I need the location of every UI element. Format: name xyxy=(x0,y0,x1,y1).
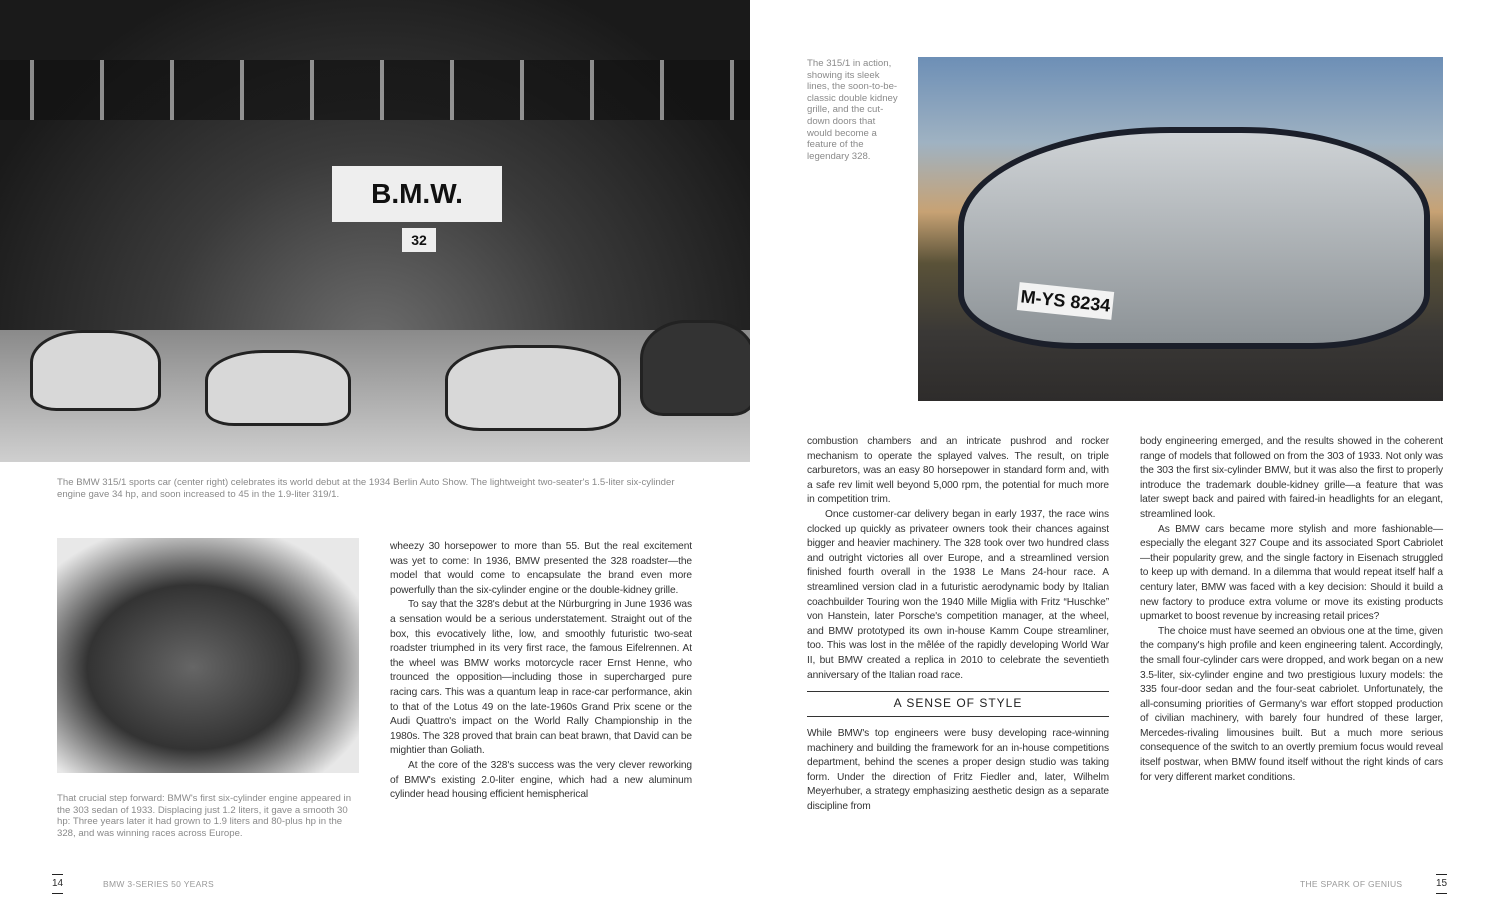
stand-number: 32 xyxy=(402,228,436,252)
car-body xyxy=(958,127,1430,349)
paragraph: wheezy 30 horsepower to more than 55. But the real excitement was yet to come: In 1936, BMW presented the 328 roadster—the model that would come to encapsulate the brand even more powerfully than the six-cylinder engine or the double-kidney grille. xyxy=(390,541,692,596)
text-column-2 xyxy=(807,435,1109,815)
car-shape xyxy=(205,350,351,426)
text-column-3 xyxy=(1140,435,1443,785)
paragraph: Once customer-car delivery began in early 1937, the race wins clocked up quickly as privateer owners took their chances against bigger and heavier machinery. The 328 took over two hundred class and outright victories all over Europe, and a streamlined version finished fourth overall in the 1938 Le Mans 24-hour race. A streamlined version clad in a futuristic aerodynamic body by Italian coachbuilder Touring won the 1940 Mille Miglia with Fritz “Huschke” von Hanstein, later Porsche's competition manager, at the wheel, and BMW prototyped its own in-house Kamm Coupe streamliner, too. This was lost in the mêlée of the rapidly developing World War II, but BMW created a replica in 2010 to celebrate the seventieth anniversary of the Italian road race. xyxy=(807,508,1109,681)
car-action-photo xyxy=(918,57,1443,401)
paragraph: To say that the 328's debut at the Nürburgring in June 1936 was a sensation would be a serious understatement. Straight out of the box, this evocatively lithe, low, and smoothly futuristic two-seat roadster triumphed in its very first race, the famous Eifelrennen. At the wheel was BMW works motorcycle racer Ernst Henne, who trounced the opposition—including those in supercharged pure racing cars. This was a quantum leap in race-car performance, akin to that of the Lotus 49 on the late-1960s Grand Prix scene or the Audi Quattro's impact on the World Rally Championship in the 1980s. The 328 proved that brain can beat brawn, that David can be mightier than Goliath. xyxy=(390,599,692,757)
left-page-number: 14 xyxy=(52,874,63,894)
car-shape xyxy=(30,330,161,411)
paragraph: The choice must have seemed an obvious one at the time, given the company's high profile and keen engineering talent. Accordingly, the small four-cylinder cars were dropped, and work began on a new 3.5-liter, six-cylinder engine and two prestigious luxury models: the 335 four-door sedan and the four-seat cabriolet. Unfortunately, the all-consuming priorities of Germany's war effort stopped production of civilian machinery, with barely four hundred of these larger, Mercedes-rivaling limousines built. But a much more serious consequence of the switch to an overtly premium focus would reveal itself postwar, when BMW found itself without the right kinds of cars for very different market conditions. xyxy=(1140,625,1443,783)
auto-show-photo xyxy=(0,0,750,462)
car-action-caption: The 315/1 in action, showing its sleek lines, the soon-to-be-classic double kidney grille, and the cut-down doors that would become a feature of the legendary 328. xyxy=(807,58,898,162)
license-plate: M-YS 8234 xyxy=(1017,282,1114,320)
paragraph: As BMW cars became more stylish and more fashionable—especially the elegant 327 Coupe and its associated Sport Cabriolet—their popularity grew, and the single factory in Eisenach struggled to keep up with demand. In a dilemma that would repeat itself half a century later, BMW was faced with a key decision: Should it build a new factory to produce extra volume or move its existing products upmarket to boost revenue by increasing retail prices? xyxy=(1140,523,1443,623)
paragraph: While BMW's top engineers were busy developing race-winning machinery and building the framework for an in-house competitions department, behind the scenes a proper design studio was taking form. Under the direction of Fritz Fiedler and, later, Wilhelm Meyerhuber, a strategy emphasizing aesthetic design as a separate discipline from xyxy=(807,728,1109,813)
auto-show-caption: The BMW 315/1 sports car (center right) celebrates its world debut at the 1934 Berlin Auto Show. The lightweight two-seater's 1.5-liter six-cylinder engine gave 34 hp, and soon increased to 45 in the 1.9-liter 319/1. xyxy=(57,477,675,500)
paragraph: combustion chambers and an intricate pushrod and rocker mechanism to operate the splayed valves. The result, on triple carburetors, was an easy 80 horsepower in standard form and, with a safe rev limit well beyond 5,000 rpm, the potential for much more in competition trim. xyxy=(807,436,1109,506)
right-running-head: THE SPARK OF GENIUS xyxy=(1300,879,1403,889)
left-running-head: BMW 3-SERIES 50 YEARS xyxy=(103,879,215,889)
paragraph: At the core of the 328's success was the very clever reworking of BMW's existing 2.0-liter engine, which had a new aluminum cylinder head housing efficient hemispherical xyxy=(390,759,692,801)
text-column-1 xyxy=(390,540,692,803)
engine-photo xyxy=(57,538,359,773)
car-shape xyxy=(640,320,750,416)
engine-caption: That crucial step forward: BMW's first six-cylinder engine appeared in the 303 sedan of 1933. Displacing just 1.2 liters, it gave a smooth 30 hp: Three years later it had grown to 1.9 liters and 80-plus hp in the 328, and was winning races across Europe. xyxy=(57,793,352,839)
bunting-decoration xyxy=(0,60,750,120)
section-heading: A SENSE OF STYLE xyxy=(807,691,1109,717)
bmw-sign: B.M.W. xyxy=(332,166,502,222)
car-shape xyxy=(445,345,621,431)
right-page-number: 15 xyxy=(1436,874,1447,894)
paragraph: body engineering emerged, and the results showed in the coherent range of models that followed on from the 303 of 1933. Not only was the 303 the first six-cylinder BMW, but it was also the first to properly introduce the trademark double-kidney grille—a feature that was later swept back and paired with faired-in headlights for an elegant, streamlined look. xyxy=(1140,436,1443,520)
